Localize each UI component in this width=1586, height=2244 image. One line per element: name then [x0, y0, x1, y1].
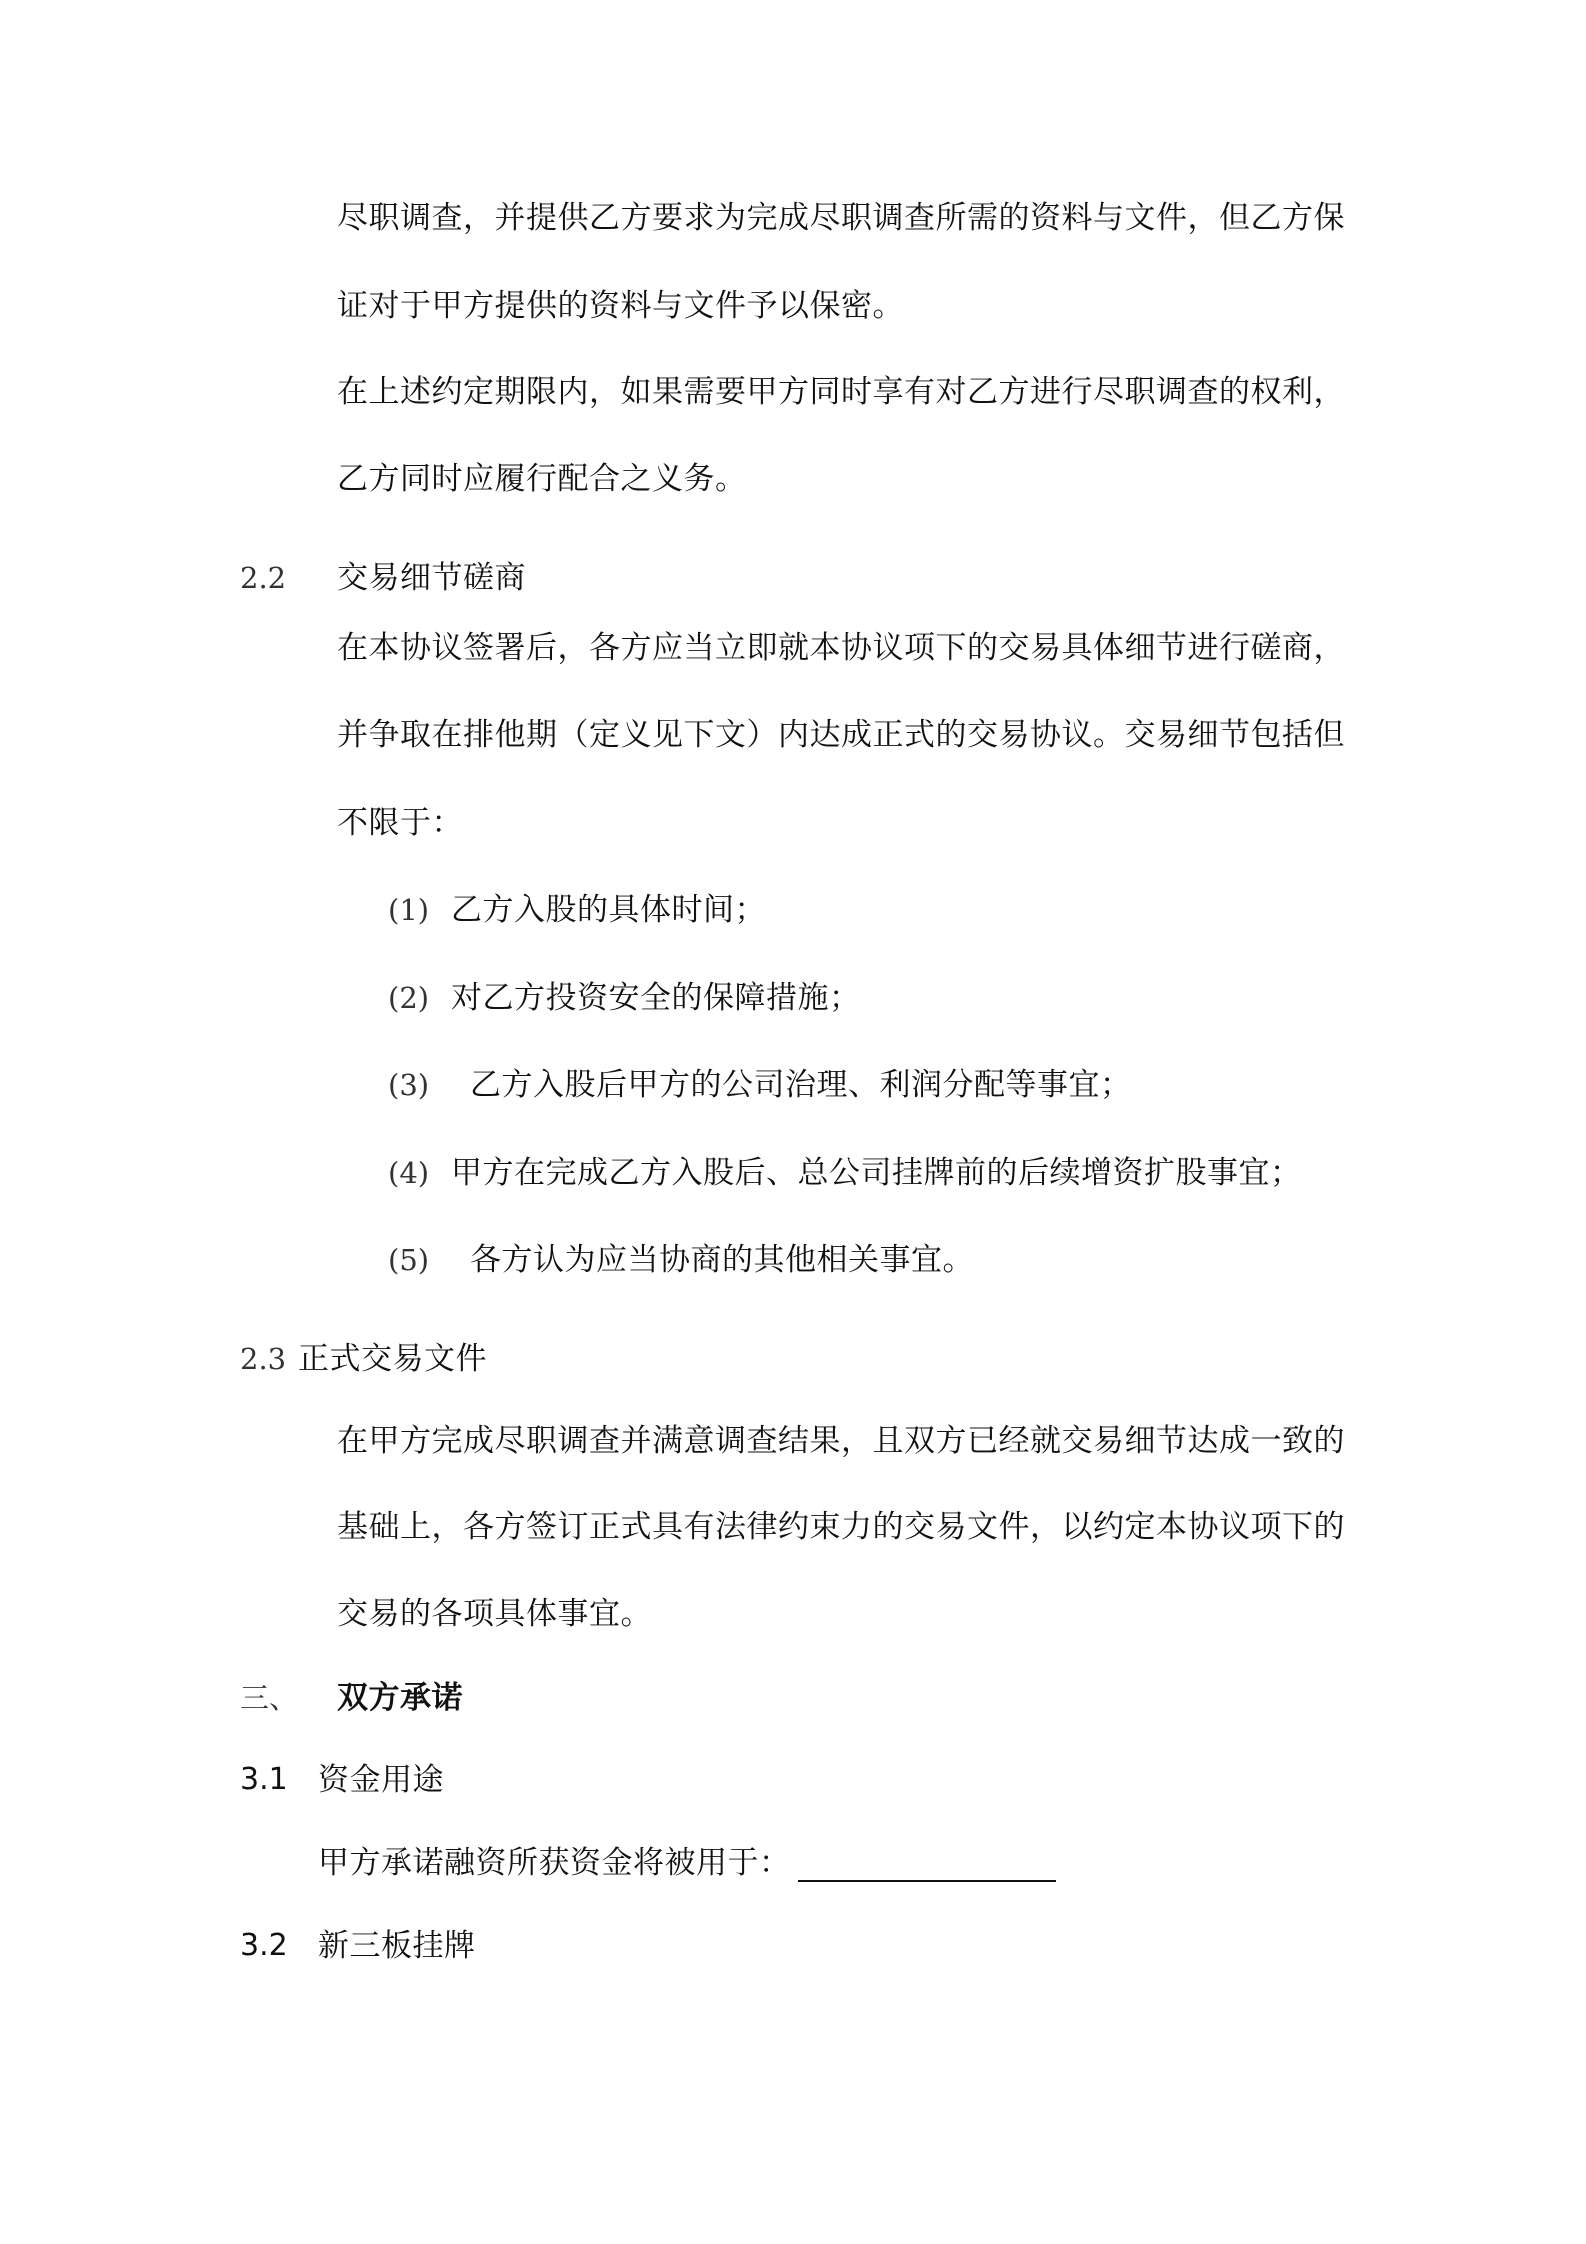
section-title: 正式交易文件 — [298, 1341, 487, 1377]
section-title: 新三板挂牌 — [318, 1928, 476, 1964]
list-marker: (1) — [388, 893, 430, 927]
list-marker: (3) — [388, 1068, 430, 1102]
paragraph-line: 在上述约定期限内，如果需要甲方同时享有对乙方进行尽职调查的权利， — [337, 374, 1345, 410]
section-number: 3.1 — [240, 1762, 288, 1797]
section-title: 交易细节磋商 — [337, 560, 526, 596]
section-title: 双方承诺 — [337, 1680, 463, 1716]
paragraph-line: 在本协议签署后，各方应当立即就本协议项下的交易具体细节进行磋商， — [337, 630, 1345, 666]
fill-in-blank — [798, 1880, 1056, 1882]
paragraph-line: 在甲方完成尽职调查并满意调查结果，且双方已经就交易细节达成一致的 — [337, 1423, 1345, 1459]
paragraph-line: 甲方承诺融资所获资金将被用于： — [318, 1845, 791, 1881]
paragraph-line: 基础上，各方签订正式具有法律约束力的交易文件，以约定本协议项下的 — [337, 1509, 1345, 1545]
list-item: 乙方入股后甲方的公司治理、利润分配等事宜； — [470, 1067, 1132, 1103]
paragraph-line: 交易的各项具体事宜。 — [337, 1596, 652, 1632]
section-number: 三、 — [240, 1681, 299, 1715]
list-item: 甲方在完成乙方入股后、总公司挂牌前的后续增资扩股事宜； — [451, 1155, 1302, 1191]
section-title: 资金用途 — [318, 1762, 444, 1798]
list-item: 各方认为应当协商的其他相关事宜。 — [470, 1242, 974, 1278]
section-number: 3.2 — [240, 1928, 288, 1963]
paragraph-line: 尽职调查，并提供乙方要求为完成尽职调查所需的资料与文件，但乙方保 — [337, 200, 1345, 236]
paragraph-line: 不限于： — [337, 805, 463, 841]
list-marker: (5) — [388, 1243, 430, 1277]
paragraph-line: 并争取在排他期（定义见下文）内达成正式的交易协议。交易细节包括但 — [337, 717, 1345, 753]
section-number: 2.3 — [240, 1342, 287, 1376]
list-item: 乙方入股的具体时间； — [451, 892, 766, 928]
list-marker: (2) — [388, 981, 430, 1015]
paragraph-line: 乙方同时应履行配合之义务。 — [337, 461, 747, 497]
list-marker: (4) — [388, 1156, 430, 1190]
section-number: 2.2 — [240, 561, 287, 595]
list-item: 对乙方投资安全的保障措施； — [451, 980, 861, 1016]
paragraph-line: 证对于甲方提供的资料与文件予以保密。 — [337, 288, 904, 324]
